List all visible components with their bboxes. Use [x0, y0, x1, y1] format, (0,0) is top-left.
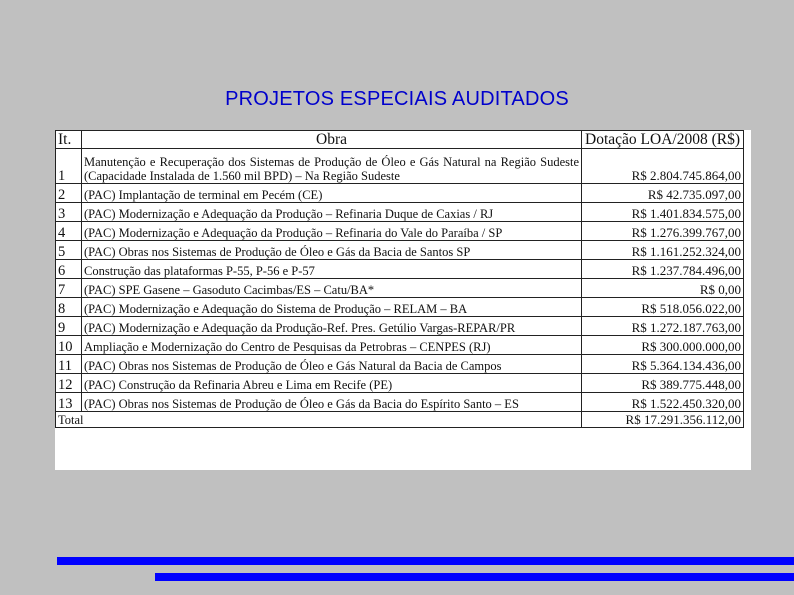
row-dotacao: R$ 0,00 [582, 279, 744, 298]
row-item-number: 5 [56, 241, 82, 260]
row-item-number: 10 [56, 336, 82, 355]
row-dotacao: R$ 1.237.784.496,00 [582, 260, 744, 279]
table-row [56, 184, 744, 203]
table-row [56, 317, 744, 336]
row-obra: Construção das plataformas P-55, P-56 e P-57 [82, 260, 582, 279]
row-dotacao: R$ 1.161.252.324,00 [582, 241, 744, 260]
row-dotacao: R$ 389.775.448,00 [582, 374, 744, 393]
table-row [56, 355, 744, 374]
table-row [56, 149, 744, 184]
row-item-number: 1 [56, 149, 82, 184]
header-dotacao [582, 131, 744, 149]
table-header-row [56, 131, 744, 149]
table-row [56, 374, 744, 393]
header-dotacao-label: Dotação LOA/2008 (R$) [585, 131, 740, 148]
row-item-number: 6 [56, 260, 82, 279]
row-obra: Ampliação e Modernização do Centro de Pesquisas da Petrobras – CENPES (RJ) [82, 336, 582, 355]
row-dotacao: R$ 518.056.022,00 [582, 298, 744, 317]
row-item-number: 4 [56, 222, 82, 241]
row-obra: (PAC) Modernização e Adequação do Sistema de Produção – RELAM – BA [82, 298, 582, 317]
row-obra: (PAC) Implantação de terminal em Pecém (CE) [82, 184, 582, 203]
table-row [56, 336, 744, 355]
table-row [56, 279, 744, 298]
slide-title: PROJETOS ESPECIAIS AUDITADOS [225, 88, 569, 110]
row-obra: (PAC) SPE Gasene – Gasoduto Cacimbas/ES – Catu/BA* [82, 279, 582, 298]
projects-table [55, 130, 744, 428]
row-item-number: 12 [56, 374, 82, 393]
row-item-number: 13 [56, 393, 82, 412]
decorative-bar-bottom [155, 573, 794, 581]
table-row [56, 203, 744, 222]
row-item-number: 8 [56, 298, 82, 317]
row-dotacao: R$ 5.364.134.436,00 [582, 355, 744, 374]
row-obra: (PAC) Obras nos Sistemas de Produção de Óleo e Gás da Bacia do Espírito Santo – ES [82, 393, 582, 412]
row-obra: (PAC) Modernização e Adequação da Produção-Ref. Pres. Getúlio Vargas-REPAR/PR [82, 317, 582, 336]
table-row [56, 241, 744, 260]
table-row [56, 393, 744, 412]
row-dotacao: R$ 300.000.000,00 [582, 336, 744, 355]
row-obra: (PAC) Obras nos Sistemas de Produção de Óleo e Gás da Bacia de Santos SP [82, 241, 582, 260]
row-dotacao: R$ 1.401.834.575,00 [582, 203, 744, 222]
row-obra: (PAC) Construção da Refinaria Abreu e Lima em Recife (PE) [82, 374, 582, 393]
header-item: It. [56, 131, 82, 149]
row-obra: Manutenção e Recuperação dos Sistemas de Produção de Óleo e Gás Natural na Região Sudeste (Capacidade Instalada de 1.560 mil BPD) – Na Região Sudeste [82, 149, 582, 184]
row-dotacao: R$ 2.804.745.864,00 [582, 149, 744, 184]
projects-table-container [55, 130, 751, 470]
row-item-number: 9 [56, 317, 82, 336]
row-dotacao: R$ 42.735.097,00 [582, 184, 744, 203]
table-row [56, 222, 744, 241]
header-obra: Obra [82, 131, 582, 149]
row-dotacao: R$ 1.522.450.320,00 [582, 393, 744, 412]
row-obra: (PAC) Obras nos Sistemas de Produção de Óleo e Gás Natural da Bacia de Campos [82, 355, 582, 374]
table-body [56, 149, 744, 412]
row-dotacao: R$ 1.276.399.767,00 [582, 222, 744, 241]
row-item-number: 3 [56, 203, 82, 222]
row-dotacao: R$ 1.272.187.763,00 [582, 317, 744, 336]
row-obra: (PAC) Modernização e Adequação da Produção – Refinaria Duque de Caxias / RJ [82, 203, 582, 222]
decorative-bar-top [57, 557, 794, 565]
row-item-number: 7 [56, 279, 82, 298]
row-item-number: 2 [56, 184, 82, 203]
row-obra: (PAC) Modernização e Adequação da Produção – Refinaria do Vale do Paraíba / SP [82, 222, 582, 241]
table-row [56, 298, 744, 317]
total-row [56, 412, 744, 428]
table-row [56, 260, 744, 279]
row-item-number: 11 [56, 355, 82, 374]
total-label: Total [56, 412, 582, 428]
total-value: R$ 17.291.356.112,00 [582, 412, 744, 428]
